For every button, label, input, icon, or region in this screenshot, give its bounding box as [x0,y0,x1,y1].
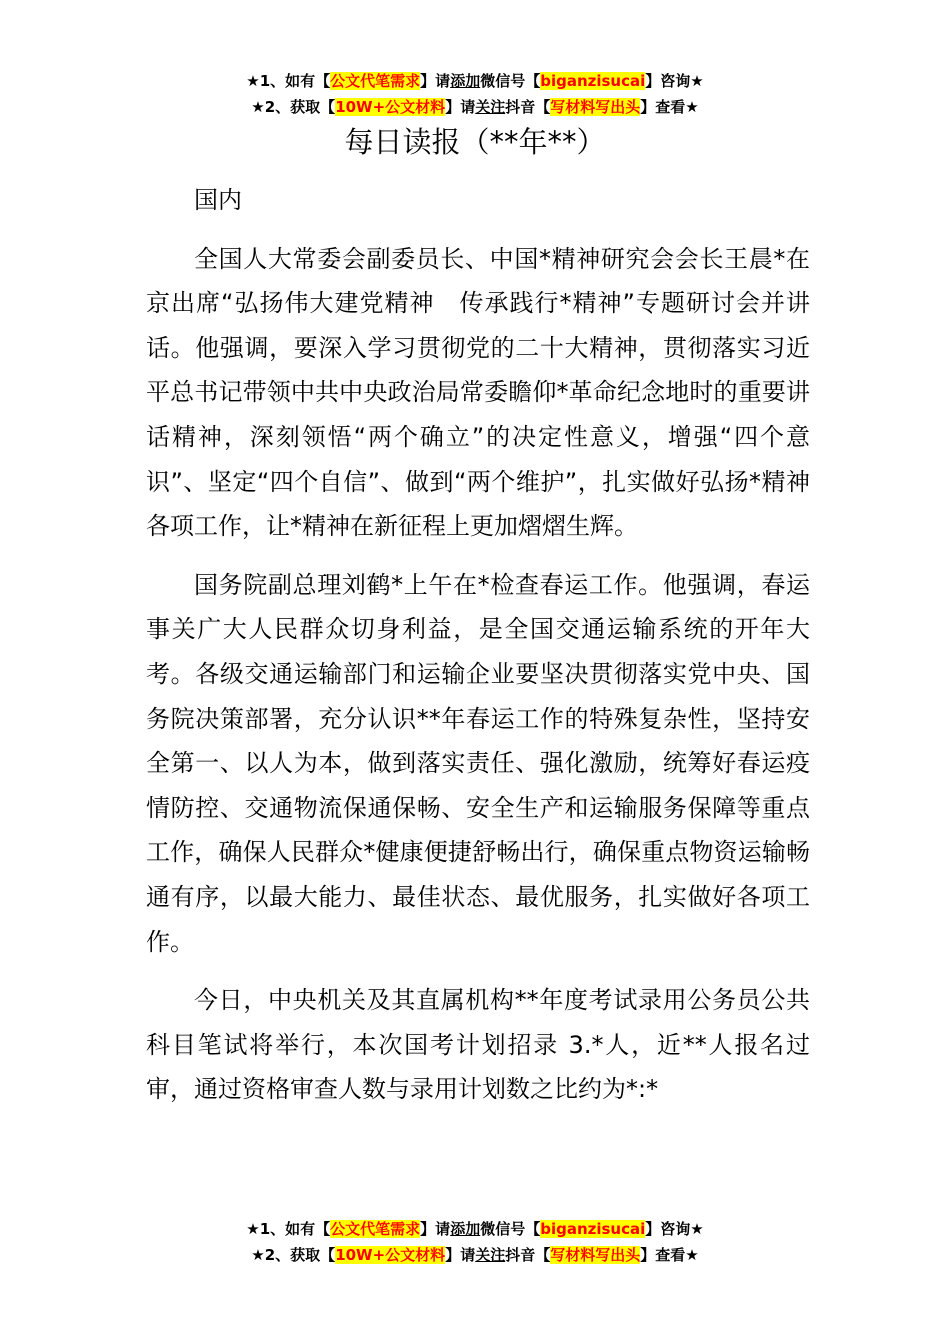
bottom-promo-banner [0,1216,950,1268]
promo-text: 抖音【 [505,1246,551,1264]
promo-text: 】请 [445,1246,476,1264]
promo-underline: 关注 [475,1246,506,1264]
promo-underline: 添加 [450,1220,481,1238]
promo-text: 】请 [445,98,476,116]
document-body [146,178,810,1126]
promo-line-1 [0,68,950,94]
promo-text: 抖音【 [505,98,551,116]
paragraph-2: 国务院副总理刘鹤*上午在*检查春运工作。他强调，春运事关广大人民群众切身利益，是全国交通运输系统的开年大考。各级交通运输部门和运输企业要坚决贯彻落实党中央、国务院决策部署，充分认识**年春运工作的特殊复杂性，坚持安全第一、以人为本，做到落实责任、强化激励，统筹好春运疫情防控、交通物流保通保畅、安全生产和运输服务保障等重点工作，确保人民群众*健康便捷舒畅出行，确保重点物资运输畅通有序，以最大能力、最佳状态、最优服务，扎实做好各项工作。 [146,570,810,956]
promo-text: ★1、如有【 [246,72,331,90]
paragraph-3: 今日，中央机关及其直属机构**年度考试录用公务员公共科目笔试将举行，本次国考计划招录 3.*人，近**人报名过审，通过资格审查人数与录用计划数之比约为*:* [146,986,810,1104]
document-title: 每日读报（**年**） [344,125,606,159]
promo-highlight: 10W+公文材料 [335,1246,446,1264]
promo-text: 】请 [420,72,451,90]
promo-highlight-douyin: 写材料写出头 [550,98,641,116]
promo-underline: 添加 [450,72,481,90]
promo-text: 】查看★ [640,1246,699,1264]
paragraph-1: 全国人大常委会副委员长、中国*精神研究会会长王晨*在京出席“弘扬伟大建党精神 传承践行*精神”专题研讨会并讲话。他强调，要深入学习贯彻党的二十大精神，贯彻落实习近平总书记带领中共中央政治局常委瞻仰*革命纪念地时的重要讲话精神，深刻领悟“两个确立”的决定性意义，增强“四个意识”、坚定“四个自信”、做到“两个维护”，扎实做好弘扬*精神各项工作，让*精神在新征程上更加熠熠生辉。 [146,244,810,541]
section-heading: 国内 [194,186,242,214]
promo-text: 】咨询★ [645,1220,704,1238]
promo-highlight: 公文代笔需求 [330,1220,421,1238]
promo-text: 微信号【 [480,1220,541,1238]
promo-highlight-wechat: biganzisucai [540,1220,646,1238]
promo-line-2 [0,1242,950,1268]
promo-highlight-wechat: biganzisucai [540,72,646,90]
promo-line-2 [0,94,950,120]
promo-text: 】查看★ [640,98,699,116]
top-promo-banner [0,68,950,120]
promo-text: ★2、获取【 [251,1246,336,1264]
promo-highlight-douyin: 写材料写出头 [550,1246,641,1264]
promo-text: ★1、如有【 [246,1220,331,1238]
promo-highlight: 公文代笔需求 [330,72,421,90]
promo-text: ★2、获取【 [251,98,336,116]
promo-underline: 关注 [475,98,506,116]
promo-highlight: 10W+公文材料 [335,98,446,116]
promo-text: 】咨询★ [645,72,704,90]
promo-text: 】请 [420,1220,451,1238]
promo-line-1 [0,1216,950,1242]
promo-text: 微信号【 [480,72,541,90]
